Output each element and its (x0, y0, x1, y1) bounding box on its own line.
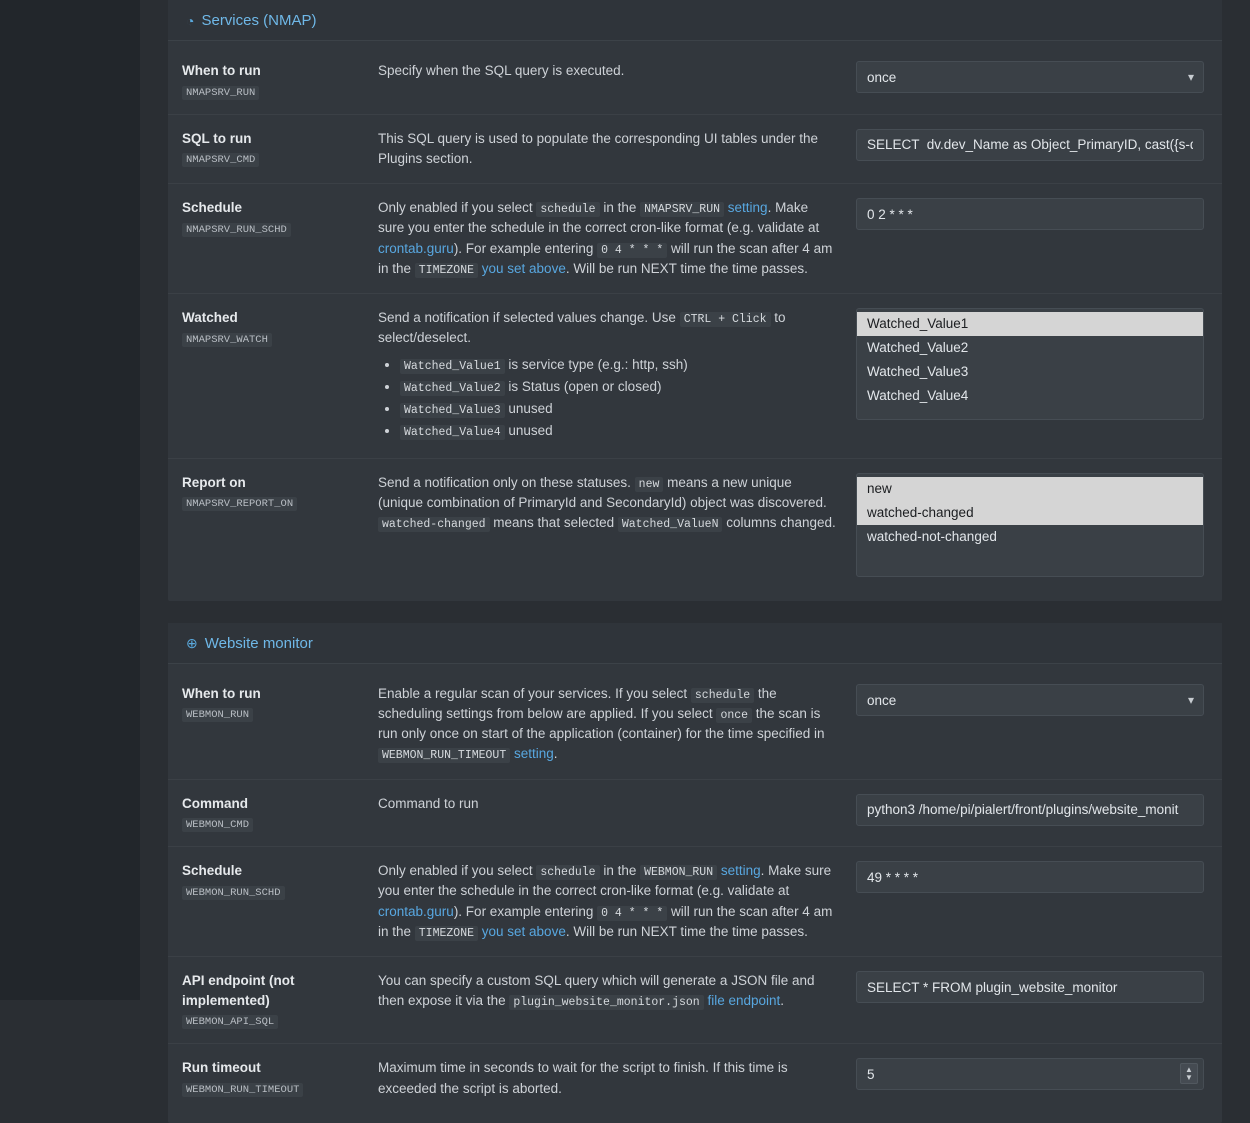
option-item[interactable]: watched-changed (857, 501, 1203, 525)
multiselect-0-3[interactable] (856, 308, 1204, 420)
setting-control-col (856, 684, 1204, 716)
setting-row (168, 115, 1222, 185)
setting-label: When to run (182, 63, 261, 78)
setting-key: NMAPSRV_RUN (182, 86, 259, 100)
setting-key: WEBMON_API_SQL (182, 1015, 278, 1029)
setting-key: NMAPSRV_WATCH (182, 333, 272, 347)
setting-label-col (182, 129, 378, 168)
setting-description: You can specify a custom SQL query which will generate a JSON file and then expose it via the plugin_website_monitor.json file endpoint. (378, 973, 815, 1010)
setting-label-col (182, 684, 378, 723)
setting-key: WEBMON_CMD (182, 818, 253, 832)
setting-control-col (856, 198, 1204, 230)
setting-description: Maximum time in seconds to wait for the script to finish. If this time is exceeded the script is aborted. (378, 1060, 788, 1096)
setting-description: This SQL query is used to populate the corresponding UI tables under the Plugins section. (378, 130, 819, 166)
setting-label: Watched (182, 310, 238, 326)
setting-row (168, 1044, 1222, 1113)
text-input-1-1[interactable] (856, 794, 1204, 826)
section-body (168, 41, 1222, 601)
setting-description: Only enabled if you select schedule in the NMAPSRV_RUN setting. Make sure you enter the schedule in the correct cron-like format (e.g. validate at crontab.guru). For example entering 0 4 * * * will run the scan after 4 am in the TIMEZONE you set above. Will be run NEXT time the time passes. (378, 200, 833, 277)
setting-key: WEBMON_RUN_SCHD (182, 886, 285, 900)
setting-key: WEBMON_RUN (182, 708, 253, 722)
setting-label-col (182, 198, 378, 237)
setting-row (168, 294, 1222, 459)
select-value: once (867, 70, 897, 85)
section-title: Services (NMAP) (201, 12, 317, 29)
section-header (168, 0, 1222, 41)
setting-description: Send a notification if selected values change. Use CTRL + Click to select/deselect. • Watched_Value1 is service type (e.g.: http, ssh) • Watched_Value2 is Status (open or closed) • Watched_Value3 unused • Watched_Value4 unused (378, 308, 856, 444)
option-item[interactable]: new (857, 477, 1203, 501)
section-services-nmap (168, 0, 1222, 601)
setting-key: NMAPSRV_RUN_SCHD (182, 223, 291, 237)
text-input-0-1[interactable] (856, 129, 1204, 161)
setting-label-col (182, 473, 378, 512)
setting-control-col (856, 861, 1204, 893)
settings-content (140, 0, 1250, 1096)
setting-control-col (856, 1058, 1204, 1090)
setting-row (168, 47, 1222, 115)
setting-description: Specify when the SQL query is executed. (378, 63, 625, 78)
setting-label: Report on (182, 474, 246, 490)
setting-label: Schedule (182, 200, 243, 216)
setting-control-col (856, 473, 1204, 577)
section-website-monitor (168, 623, 1222, 1123)
section-title: Website monitor (204, 634, 313, 652)
text-input-1-2[interactable] (856, 861, 1204, 893)
setting-row (168, 459, 1222, 591)
setting-label: API endpoint (not implemented) (182, 973, 295, 1008)
multiselect-0-4[interactable] (856, 473, 1204, 577)
number-wrap-1-4 (856, 1058, 1204, 1090)
number-input-1-4[interactable] (856, 1058, 1204, 1090)
option-item[interactable]: watched-not-changed (867, 528, 997, 544)
option-item[interactable]: Watched_Value1 (857, 312, 1203, 336)
option-item[interactable]: Watched_Value3 (867, 364, 969, 380)
select-0-0[interactable] (856, 61, 1204, 93)
stepper-icon[interactable]: ▲ ▼ (1180, 1063, 1198, 1084)
setting-control-col (856, 794, 1204, 826)
section-body (168, 664, 1222, 1123)
chevron-down-icon: ▾ (1187, 692, 1194, 707)
chevron-down-icon: ▾ (1187, 70, 1194, 84)
setting-description: Command to run (378, 795, 479, 811)
setting-row (168, 847, 1222, 957)
text-input-0-2[interactable] (856, 198, 1204, 230)
setting-label: Command (182, 795, 249, 811)
text-input-1-3[interactable] (856, 971, 1204, 1003)
sections-container (140, 0, 1250, 1123)
select-1-0[interactable] (856, 684, 1204, 716)
setting-control-col (856, 61, 1204, 93)
setting-key: NMAPSRV_REPORT_ON (182, 497, 297, 511)
setting-label-col (182, 1058, 378, 1097)
setting-description: Enable a regular scan of your services. If you select schedule the scheduling settings from below are applied. If you select once the scan is run only once on start of the application (container) for the time specified in WEBMON_RUN_TIMEOUT setting. (378, 685, 825, 763)
setting-description: Only enabled if you select schedule in the WEBMON_RUN setting. Make sure you enter the schedule in the correct cron-like format (e.g. validate at crontab.guru). For example entering 0 4 * * * will run the scan after 4 am in the TIMEZONE you set above. Will be run NEXT time the time passes. (378, 863, 833, 940)
setting-control-col (856, 308, 1204, 420)
section-header (168, 623, 1222, 664)
setting-row (168, 670, 1222, 780)
globe-icon: ⊕ (186, 635, 198, 652)
setting-key: NMAPSRV_CMD (182, 153, 259, 167)
option-item[interactable]: Watched_Value4 (867, 388, 969, 404)
option-item[interactable]: Watched_Value2 (867, 340, 969, 356)
setting-description: Send a notification only on these statuses. new means a new unique (unique combination of PrimaryId and SecondaryId) object was discovered. watched-changed means that selected Watched_ValueN columns changed. (378, 474, 836, 532)
setting-control-col (856, 129, 1204, 161)
setting-row (168, 780, 1222, 848)
radar-icon: ◔ (186, 12, 195, 29)
left-gutter (0, 0, 140, 1000)
setting-label: Run timeout (182, 1060, 261, 1076)
setting-label-col (182, 61, 378, 100)
setting-control-col (856, 971, 1204, 1003)
setting-label-col (182, 971, 378, 1029)
setting-label-col (182, 794, 378, 833)
setting-row (168, 957, 1222, 1044)
setting-label: Schedule (182, 863, 243, 879)
setting-label-col (182, 861, 378, 900)
setting-key: WEBMON_RUN_TIMEOUT (182, 1083, 303, 1097)
setting-label-col (182, 308, 378, 347)
select-value: once (867, 692, 897, 708)
setting-label: SQL to run (182, 130, 252, 146)
setting-label: When to run (182, 685, 261, 701)
setting-row (168, 184, 1222, 294)
